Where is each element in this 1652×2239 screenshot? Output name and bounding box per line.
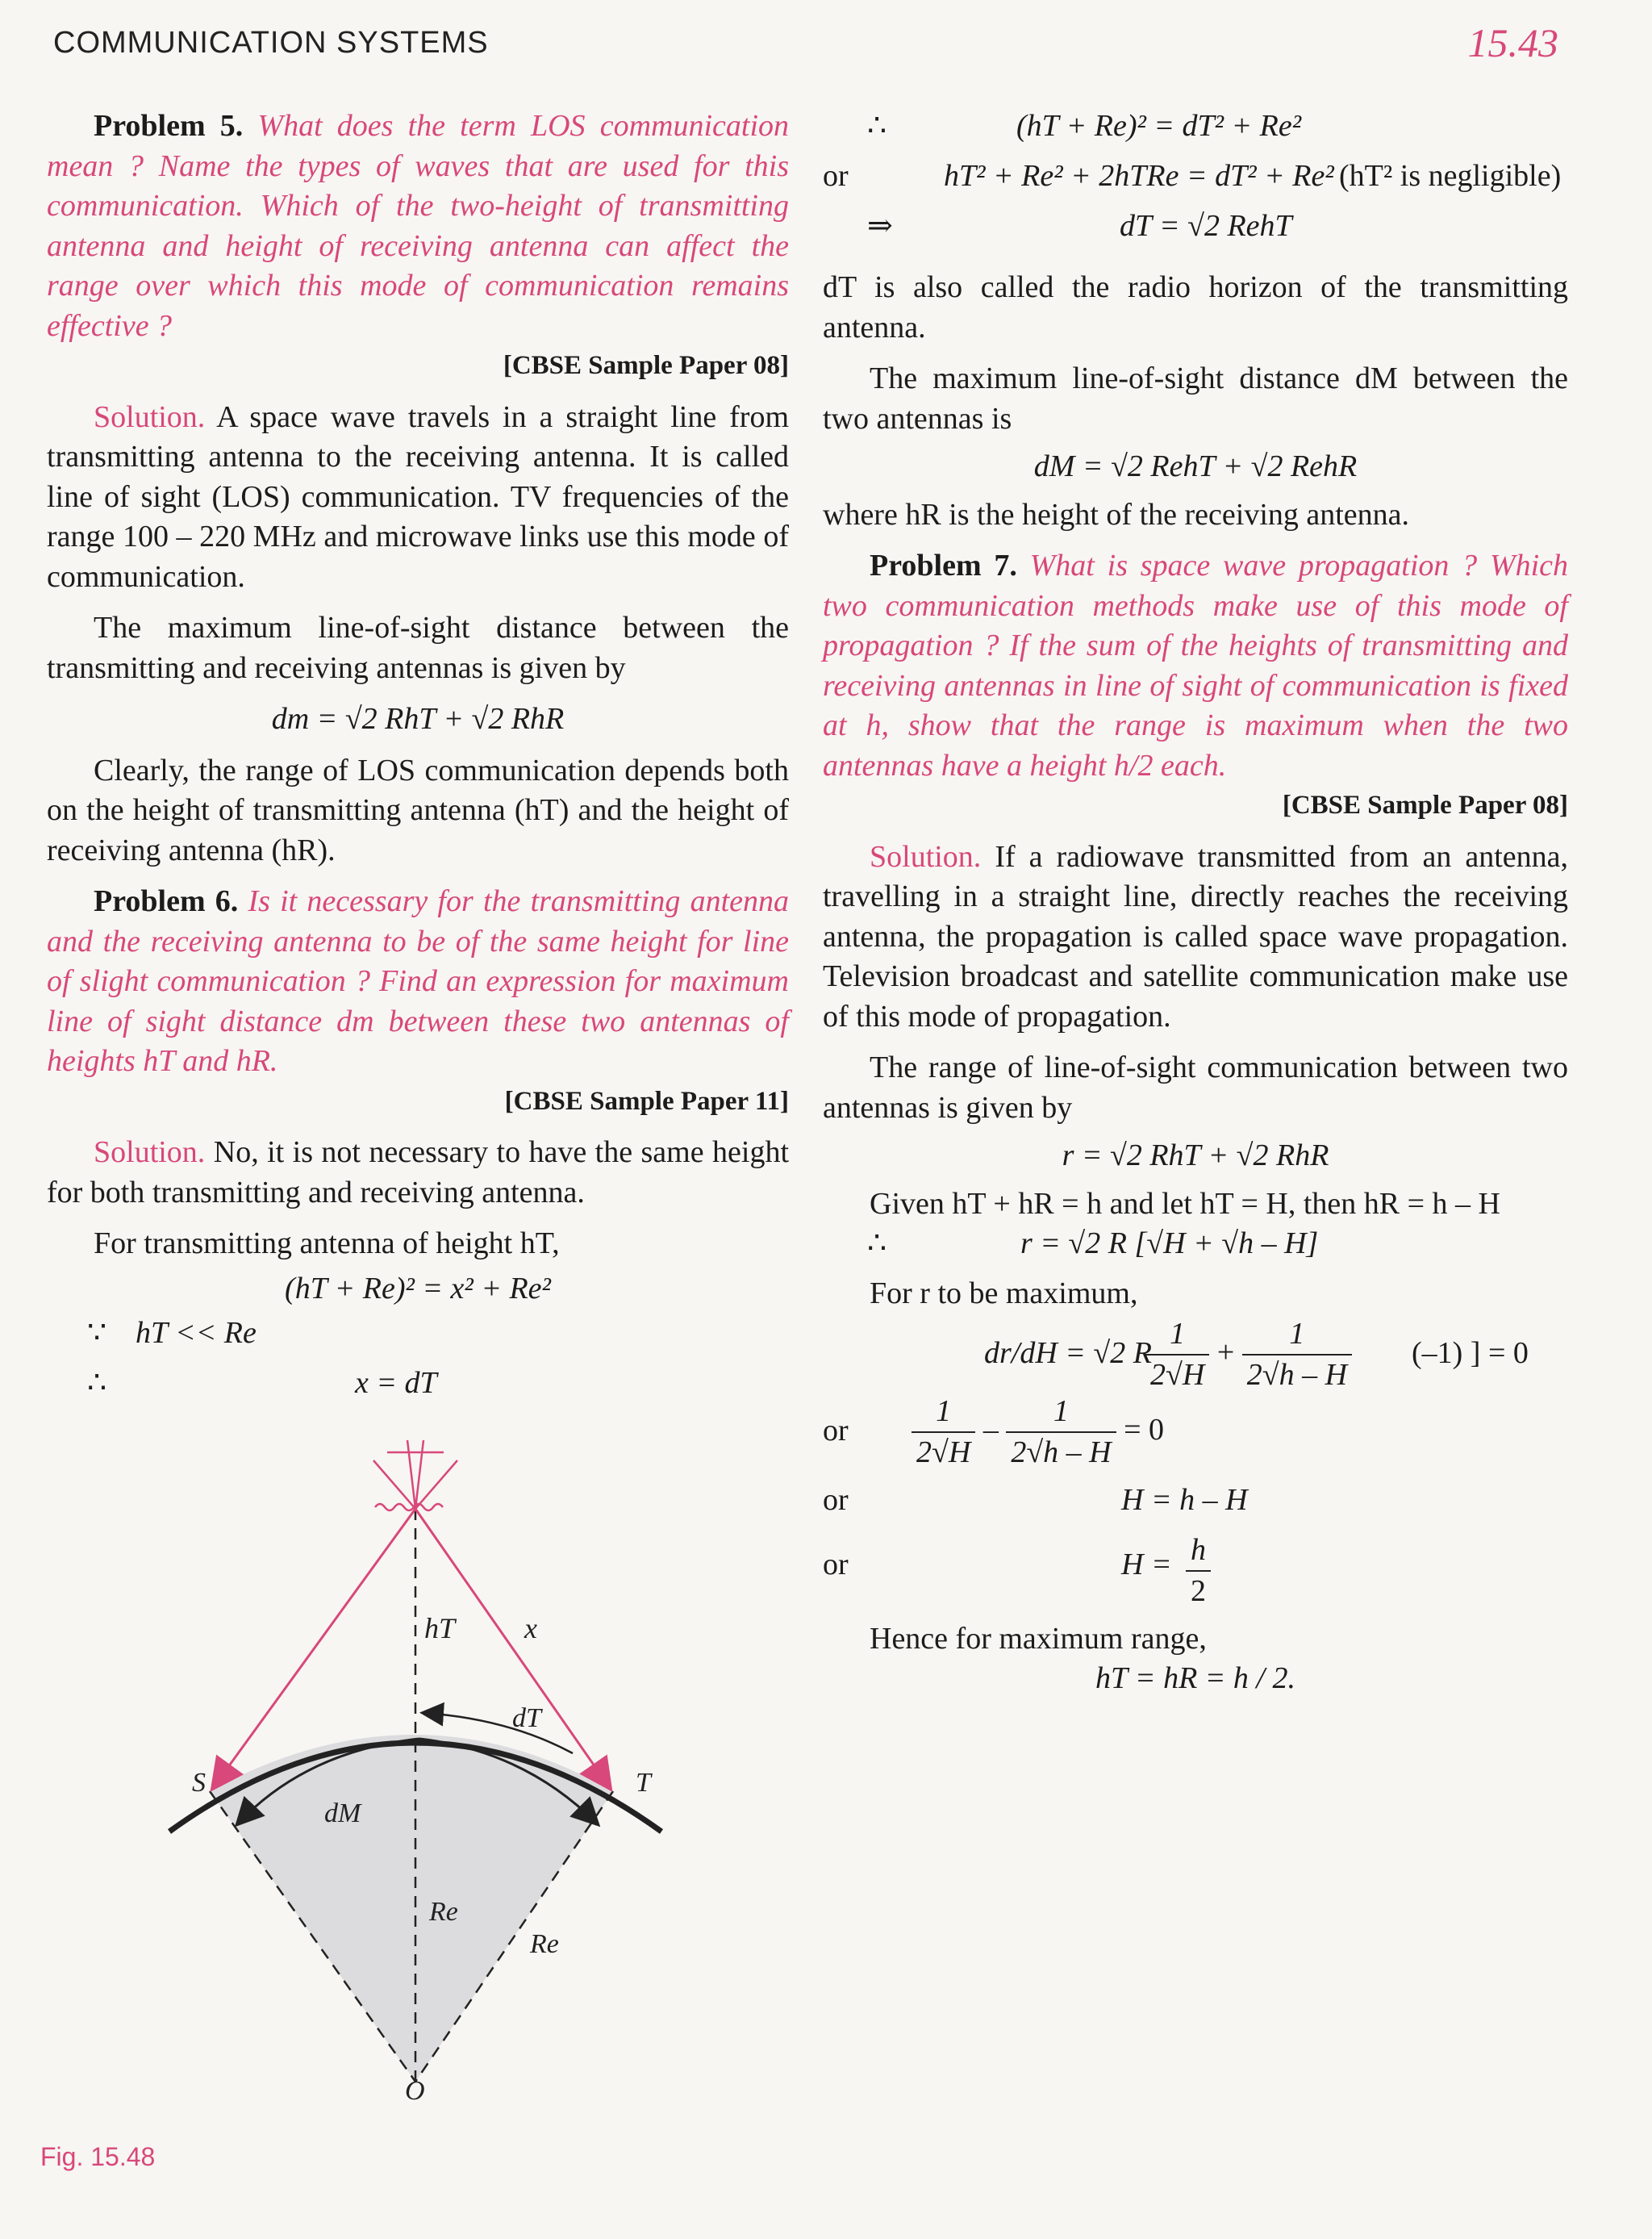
fraction: $\frac{1}{2√H}$ – $\frac{1}{2√h - H}$ = 0 [912, 1392, 1164, 1473]
earth-horizon-diagram [145, 1436, 694, 2106]
equation: H = h – H [1121, 1482, 1248, 1517]
equation: (hT + Re)² = dT² + Re² [1016, 109, 1302, 143]
left-column [47, 107, 789, 1414]
equation-row [823, 207, 1568, 257]
paragraph: Given hT + hR = h and let hT = H, then hR = h – H [870, 1186, 1500, 1221]
right-column [823, 107, 1568, 1699]
label-dM: dM [324, 1798, 361, 1828]
problem-7-label: Problem 7. [870, 549, 1017, 583]
problem-5-label: Problem 5. [94, 109, 244, 143]
problem-7-solution [823, 838, 1568, 1038]
equation-note: (hT² is negligible) [1339, 159, 1562, 193]
equation-row [823, 1531, 1568, 1608]
fraction-numerator: 1 [912, 1392, 975, 1434]
section-header: COMMUNICATION SYSTEMS [53, 26, 489, 60]
equation-row [47, 1314, 789, 1364]
equation: hT² + Re² + 2hTRe = dT² + Re² [944, 159, 1334, 193]
because-symbol: ∵ [87, 1316, 107, 1350]
label-x: x [524, 1612, 537, 1644]
fraction-numerator: 1 [1006, 1392, 1116, 1434]
equation-dm: dm = √2 RhT + √2 RhR [271, 702, 565, 736]
fraction: $\frac{1}{2√H}$ + $\frac{1}{2√h - H}$ [1145, 1314, 1352, 1396]
antenna-mast [373, 1440, 457, 1509]
equation-row [823, 1224, 1568, 1274]
equation-lhs: dr/dH = √2 R [984, 1335, 1152, 1370]
problem-7-source: [CBSE Sample Paper 08] [1282, 791, 1568, 820]
implies-symbol: ⇒ [867, 209, 893, 243]
equation-lhs: H = [1121, 1547, 1172, 1581]
fraction-denominator: 2√h – H [1011, 1435, 1112, 1469]
or-label: or [823, 1547, 849, 1581]
equation-tail: (–1) ] = 0 [1412, 1335, 1529, 1370]
equation: r = √2 R [√H + √h – H] [1020, 1226, 1319, 1260]
page-number: 15.43 [1467, 20, 1558, 65]
label-T: T [636, 1768, 651, 1798]
paragraph: For transmitting antenna of height hT, [94, 1226, 560, 1260]
label-S: S [192, 1768, 206, 1798]
label-O: O [405, 2076, 425, 2106]
solution-label: Solution. [870, 839, 982, 874]
label-Re: Re [429, 1897, 458, 1927]
equation: x = dT [355, 1366, 437, 1400]
paragraph: where hR is the height of the receiving antenna. [823, 497, 1410, 532]
fraction-numerator: h [1186, 1531, 1211, 1573]
paragraph: For r to be maximum, [870, 1276, 1138, 1310]
paragraph: Hence for maximum range, [870, 1621, 1207, 1656]
problem-6-question: Is it necessary for the transmitting antenna and the receiving antenna to be of the same height for line of slight communication ? Find an expression for maximum line of sight distance dm between these two antennas of heights hT and hR. [47, 884, 789, 1078]
or-label: or [823, 1482, 849, 1517]
solution-text: If a radiowave transmitted from an antenna, travelling in a straight line, directly reaches the receiving antenna, the propagation is called space wave propagation. Television broadcast and satellite communication make use of this mode of propagation. [823, 839, 1569, 1034]
fraction-denominator: 2√H [1150, 1358, 1205, 1392]
solution-text: No, it is not necessary to have the same height for both transmitting and receiving antenna. [47, 1135, 790, 1209]
therefore-symbol: ∴ [867, 1226, 887, 1260]
problem-6-source: [CBSE Sample Paper 11] [504, 1086, 789, 1116]
fraction-denominator: 2√h – H [1246, 1358, 1348, 1392]
problem-6 [47, 882, 789, 1082]
or-label: or [823, 159, 849, 193]
equation-tail: = 0 [1124, 1412, 1165, 1447]
problem-7 [823, 546, 1568, 786]
therefore-symbol: ∴ [87, 1366, 107, 1400]
antenna-wave [375, 1504, 443, 1510]
label-hT: hT [424, 1612, 456, 1644]
equation: hT << Re [136, 1316, 257, 1350]
equation-pythagoras: (hT + Re)² = x² + Re² [285, 1271, 551, 1305]
equation-row [823, 107, 1568, 157]
paragraph: The range of line-of-sight communication between two antennas is given by [823, 1051, 1568, 1125]
label-Re: Re [530, 1929, 559, 1959]
equation-row-derivative [823, 1314, 1568, 1392]
equation-row [823, 157, 1568, 207]
solution-text: A space wave travels in a straight line from transmitting antenna to the receiving antenna. It is called line of sight (LOS) communication. TV frequencies of the range 100 – 220 MHz and microwave links use this mode of communication. [47, 399, 790, 594]
fraction-denominator: 2√H [916, 1435, 971, 1469]
equation-row [823, 1481, 1568, 1531]
paragraph: dT is also called the radio horizon of the transmitting antenna. [823, 270, 1568, 345]
problem-6-solution [47, 1133, 789, 1213]
fraction-numerator: 1 [1242, 1314, 1352, 1356]
fraction-denominator: 2 [1191, 1574, 1206, 1608]
or-label: or [823, 1413, 849, 1447]
fraction-numerator: 1 [1145, 1314, 1209, 1356]
paragraph: The maximum line-of-sight distance between the transmitting and receiving antennas is given by [47, 611, 789, 685]
problem-5-source: [CBSE Sample Paper 08] [503, 351, 789, 380]
equation-row [823, 1392, 1568, 1481]
figure-caption: Fig. 15.48 [40, 2142, 156, 2171]
problem-5 [47, 107, 789, 346]
problem-6-label: Problem 6. [94, 884, 239, 918]
therefore-symbol: ∴ [867, 109, 887, 143]
equation-radio-horizon: dT = √2 RehT [1120, 209, 1292, 243]
fraction [1186, 1531, 1211, 1612]
problem-5-question: What does the term LOS communication mean ? Name the types of waves that are used for this communication. Which of the two-height of transmitting antenna and height of receiving antenna can affect the range over which this mode of communication remains effective ? [47, 109, 790, 343]
label-dT: dT [512, 1703, 541, 1733]
solution-label: Solution. [94, 1135, 206, 1169]
problem-7-question: What is space wave propagation ? Which two communication methods make use of this mode of propagation ? If the sum of the heights of transmitting and receiving antennas in line of sight of communication is fixed at h, show that the range is maximum when the two antennas have a height h/2 each. [823, 549, 1569, 783]
equation-range: r = √2 RhT + √2 RhR [1062, 1138, 1329, 1172]
paragraph: The maximum line-of-sight distance dM between the two antennas is [823, 361, 1568, 436]
equation-result: hT = hR = h / 2. [1095, 1661, 1295, 1695]
problem-5-solution [47, 398, 789, 598]
equation-row [47, 1364, 789, 1414]
equation-dM: dM = √2 RehT + √2 RehR [1033, 449, 1358, 483]
paragraph: Clearly, the range of LOS communication depends both on the height of transmitting antenna (hT) and the height of receiving antenna (hR). [47, 753, 789, 867]
solution-label: Solution. [94, 399, 206, 434]
